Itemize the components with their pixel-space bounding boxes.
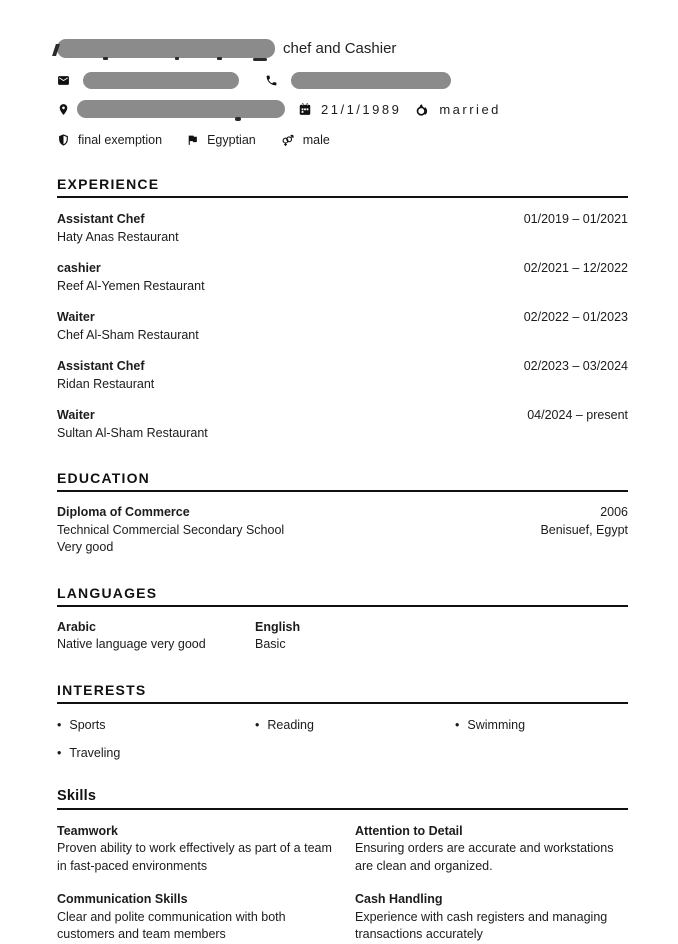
section-title: EXPERIENCE: [57, 176, 628, 198]
job-role: Assistant Chef: [57, 359, 145, 373]
language-level: Native language very good: [57, 637, 206, 651]
gender-icon: [280, 133, 295, 147]
skill-desc: Ensuring orders are accurate and workstations are clean and organized.: [355, 841, 614, 873]
experience-entry: [57, 308, 628, 344]
interest-item: [57, 746, 255, 760]
education-entry: [57, 504, 628, 557]
job-role: Assistant Chef: [57, 212, 145, 226]
job-org: Reef Al-Yemen Restaurant: [57, 279, 205, 293]
section-interests: [57, 682, 628, 760]
job-role: Waiter: [57, 408, 95, 422]
name-fragment: [175, 57, 179, 60]
tag-label: Egyptian: [207, 132, 256, 147]
job-dates: 02/2022 – 01/2023: [523, 310, 628, 324]
contact-row-2: [57, 100, 628, 118]
job-org: Chef Al-Sham Restaurant: [57, 328, 199, 342]
tag-military-status: [57, 133, 162, 147]
location-icon: [57, 102, 70, 117]
school: Technical Commercial Secondary School: [57, 522, 285, 537]
language-name: Arabic: [57, 619, 96, 634]
experience-entry: [57, 259, 628, 295]
tag-gender: [280, 133, 330, 147]
tag-label: male: [302, 132, 330, 147]
contact-row-1: [57, 71, 628, 89]
phone-icon: [265, 74, 278, 87]
skill-entry: [57, 823, 341, 876]
experience-entry: [57, 210, 628, 246]
bullet-icon: •: [57, 717, 62, 732]
skill-name: Cash Handling: [355, 892, 443, 906]
interest-item: [255, 718, 455, 732]
skill-name: Attention to Detail: [355, 823, 463, 838]
skill-entry: [355, 823, 628, 876]
job-title: chef and Cashier: [283, 39, 397, 57]
section-title: LANGUAGES: [57, 585, 628, 607]
section-education: [57, 470, 628, 557]
interest-item: [455, 718, 628, 732]
degree: Diploma of Commerce: [57, 505, 190, 519]
name-row: [57, 36, 628, 60]
interest-label: Swimming: [467, 717, 526, 732]
bullet-icon: •: [255, 717, 260, 732]
skills-list: [57, 823, 628, 944]
rings-icon: [415, 102, 430, 117]
interest-item: [57, 718, 255, 732]
redacted-address: [77, 100, 285, 118]
job-dates: 04/2024 – present: [527, 408, 628, 422]
interests-list: [57, 718, 628, 760]
language-entry: [57, 619, 255, 654]
redacted-email: [83, 72, 239, 89]
bullet-icon: •: [57, 745, 62, 760]
job-org: Sultan Al-Sham Restaurant: [57, 426, 208, 440]
skill-entry: [355, 891, 628, 944]
redacted-name: [57, 39, 275, 58]
section-title: EDUCATION: [57, 470, 628, 492]
section-experience: [57, 176, 628, 442]
address-fragment: [235, 117, 241, 121]
tag-nationality: [186, 133, 256, 147]
name-fragment: [103, 57, 108, 60]
tag-label: final exemption: [78, 132, 163, 147]
shield-icon: [57, 133, 70, 147]
name-fragment: [217, 57, 222, 60]
grade: Very good: [57, 540, 114, 554]
flag-icon: [186, 133, 199, 147]
calendar-icon: [298, 102, 312, 116]
language-level: Basic: [255, 637, 286, 651]
job-dates: 02/2021 – 12/2022: [523, 261, 628, 275]
name-fragment: [52, 44, 60, 56]
interest-label: Reading: [267, 717, 314, 732]
section-skills: [57, 788, 628, 944]
skill-entry: [57, 891, 341, 944]
experience-entry: [57, 406, 628, 442]
skill-name: Teamwork: [57, 823, 118, 838]
skill-name: Communication Skills: [57, 892, 188, 906]
language-name: English: [255, 619, 301, 634]
skill-desc: Proven ability to work effectively as part of a team in fast-paced environments: [57, 841, 332, 873]
education-location: Benisuef, Egypt: [540, 522, 628, 537]
tags-row: [57, 131, 628, 148]
job-dates: 02/2023 – 03/2024: [523, 359, 628, 373]
interest-label: Sports: [69, 717, 106, 732]
section-languages: [57, 585, 628, 654]
education-year: 2006: [600, 505, 628, 519]
birth-date: 21/1/1989: [321, 101, 402, 117]
skill-desc: Experience with cash registers and managing transactions accurately: [355, 909, 608, 941]
language-entry: [255, 619, 453, 654]
mail-icon: [57, 74, 70, 87]
job-dates: 01/2019 – 01/2021: [523, 212, 628, 226]
redacted-phone: [291, 72, 451, 89]
job-org: Ridan Restaurant: [57, 377, 155, 391]
languages-list: [57, 619, 628, 654]
interest-label: Traveling: [69, 745, 121, 760]
name-fragment: [253, 58, 267, 61]
skill-desc: Clear and polite communication with both customers and team members: [57, 909, 286, 941]
job-org: Haty Anas Restaurant: [57, 230, 179, 244]
section-title: INTERESTS: [57, 682, 628, 704]
marital-status: married: [439, 101, 501, 117]
experience-entry: [57, 357, 628, 393]
job-role: cashier: [57, 261, 101, 275]
job-role: Waiter: [57, 310, 95, 324]
bullet-icon: •: [455, 717, 460, 732]
section-title: Skills: [57, 788, 628, 810]
